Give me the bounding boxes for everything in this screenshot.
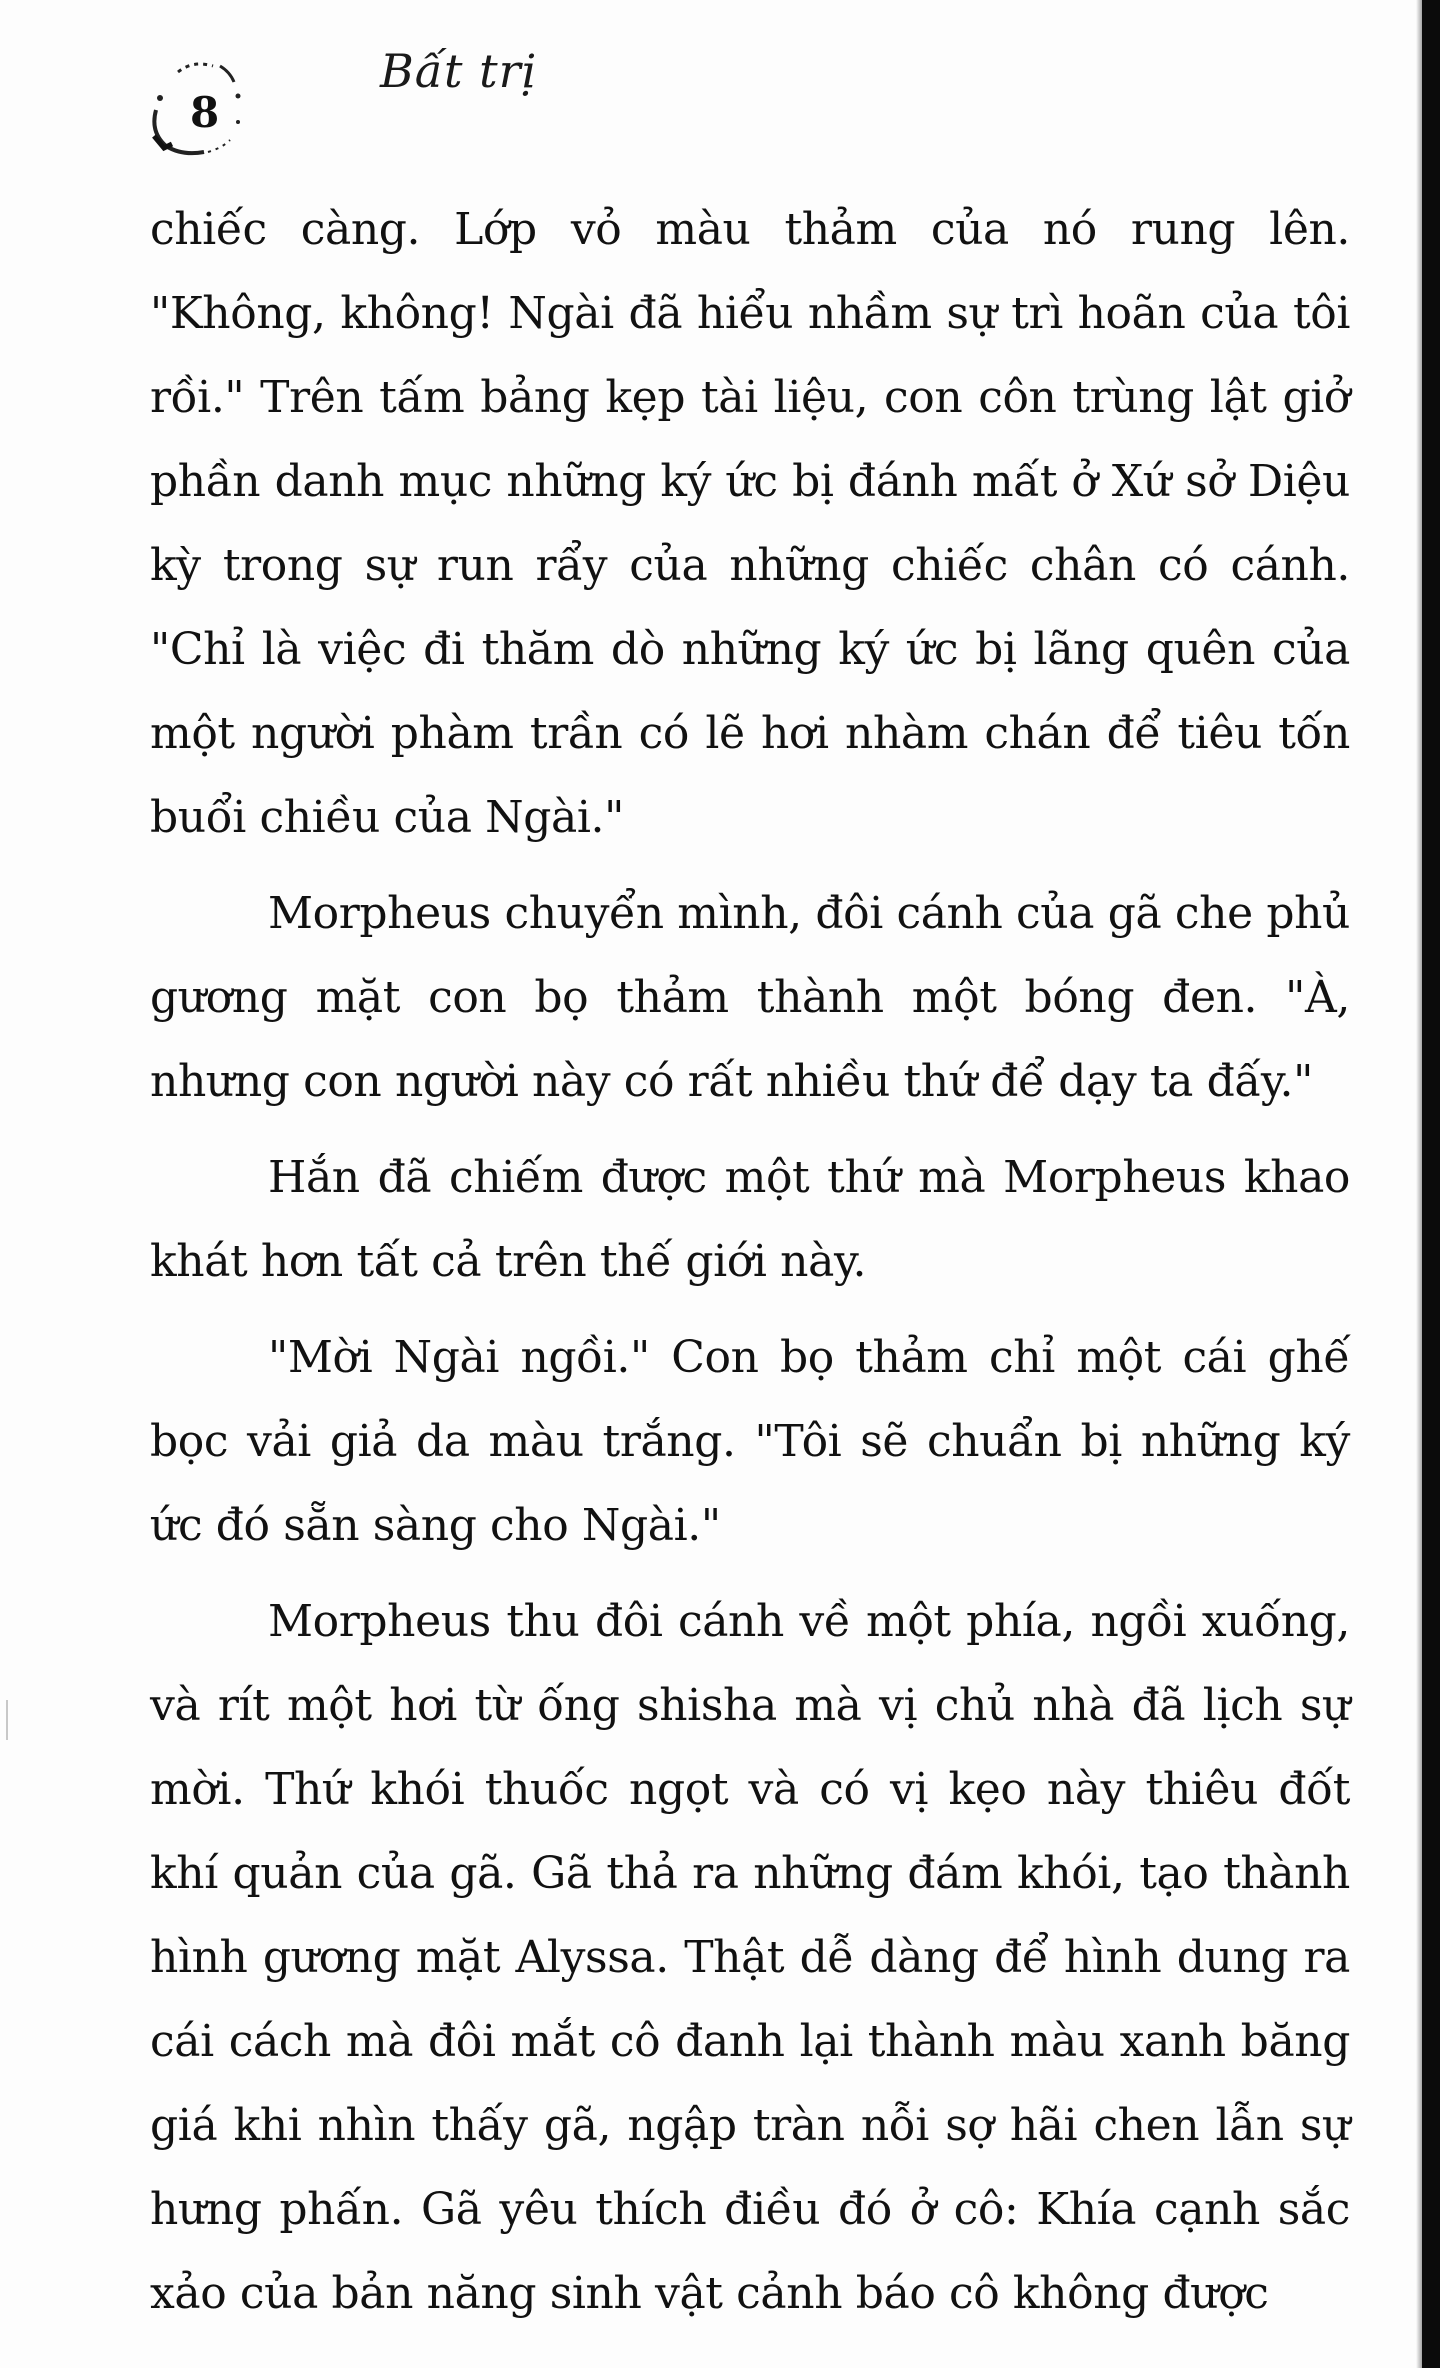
paragraph: Morpheus thu đôi cánh về một phía, ngồi xuống, và rít một hơi từ ống shisha mà vị chủ nhà đã lịch sự mời. Thứ khói thuốc ngọt và có vị kẹo này thiêu đốt khí quản của gã. Gã thả ra những đám khói, tạo thành hình gương mặt Alyssa. Thật dễ dàng để hình dung ra cái cách mà đôi mắt cô đanh lại thành màu xanh băng giá khi nhìn thấy gã, ngập tràn nỗi sợ hãi chen lẫn sự hưng phấn. Gã yêu thích điều đó ở cô: Khía cạnh sắc xảo của bản năng sinh vật cảnh báo cô không được xyxy=(150,1596,1350,2319)
paragraph: "Mời Ngài ngồi." Con bọ thảm chỉ một cái ghế bọc vải giả da màu trắng. "Tôi sẽ chuẩn bị những ký ức đó sẵn sàng cho Ngài." xyxy=(150,1332,1350,1551)
paragraph: Morpheus chuyển mình, đôi cánh của gã che phủ gương mặt con bọ thảm thành một bóng đen. "À, nhưng con người này có rất nhiều thứ để dạy ta đấy." xyxy=(150,888,1350,1107)
scan-edge xyxy=(1422,0,1440,2368)
scan-artifact xyxy=(6,1700,8,1740)
paragraph: chiếc càng. Lớp vỏ màu thảm của nó rung lên. "Không, không! Ngài đã hiểu nhầm sự trì hoãn của tôi rồi." Trên tấm bảng kẹp tài liệu, con côn trùng lật giở phần danh mục những ký ức bị đánh mất ở Xứ sở Diệu kỳ trong sự run rẩy của những chiếc chân có cánh. "Chỉ là việc đi thăm dò những ký ức bị lãng quên của một người phàm trần có lẽ hơi nhàm chán để tiêu tốn buổi chiều của Ngài." xyxy=(150,204,1350,843)
page-number: 8 xyxy=(190,88,220,137)
body-text xyxy=(150,188,1350,2336)
page-number-badge xyxy=(138,52,258,162)
paragraph: Hắn đã chiếm được một thứ mà Morpheus khao khát hơn tất cả trên thế giới này. xyxy=(150,1152,1350,1287)
running-title: Bất trị xyxy=(380,44,538,98)
